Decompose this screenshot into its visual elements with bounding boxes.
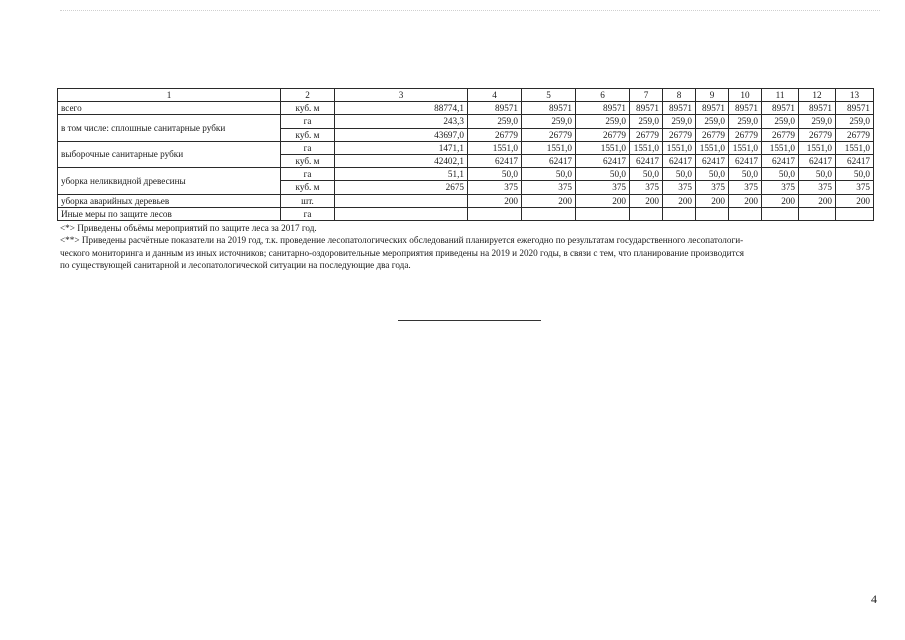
value-cell: 200 [522, 194, 576, 207]
value-cell [729, 207, 762, 220]
value-cell: 1551,0 [522, 141, 576, 154]
value-cell: 200 [762, 194, 799, 207]
column-header: 4 [468, 89, 522, 102]
column-header: 2 [281, 89, 335, 102]
value-cell: 200 [836, 194, 874, 207]
value-cell: 50,0 [762, 168, 799, 181]
value-cell: 50,0 [576, 168, 630, 181]
value-cell: 200 [663, 194, 696, 207]
value-cell: 26779 [696, 128, 729, 141]
value-cell: 50,0 [630, 168, 663, 181]
value-cell: 259,0 [522, 115, 576, 128]
value-cell: 50,0 [729, 168, 762, 181]
value-cell: 259,0 [729, 115, 762, 128]
unit-cell: куб. м [281, 128, 335, 141]
value-cell: 89571 [799, 102, 836, 115]
column-header: 3 [335, 89, 468, 102]
value-cell: 375 [522, 181, 576, 194]
footnote-2-line-1: <**> Приведены расчётные показатели на 2019 год, т.к. проведение лесопатологических обследований планируется ежегодно по результатам государственного лесопатологи- [60, 235, 744, 246]
value-cell: 1551,0 [468, 141, 522, 154]
value-cell [468, 207, 522, 220]
separator-rule [398, 320, 541, 321]
forest-protection-table [57, 88, 874, 221]
value-cell: 62417 [468, 154, 522, 167]
table-row [58, 168, 874, 181]
value-cell: 259,0 [696, 115, 729, 128]
value-cell: 259,0 [630, 115, 663, 128]
value-cell: 375 [630, 181, 663, 194]
value-cell: 89571 [522, 102, 576, 115]
value-cell: 259,0 [468, 115, 522, 128]
value-cell [696, 207, 729, 220]
value-cell: 50,0 [696, 168, 729, 181]
value-cell [630, 207, 663, 220]
value-cell: 26779 [576, 128, 630, 141]
value-cell: 50,0 [836, 168, 874, 181]
value-cell: 26779 [799, 128, 836, 141]
value-cell: 1551,0 [836, 141, 874, 154]
footnotes [60, 222, 880, 272]
column-header: 7 [630, 89, 663, 102]
value-cell [762, 207, 799, 220]
column-header: 5 [522, 89, 576, 102]
value-cell: 1551,0 [696, 141, 729, 154]
page-number: 4 [871, 592, 877, 606]
value-cell: 62417 [576, 154, 630, 167]
row-label: уборка неликвидной древесины [58, 168, 281, 194]
value-cell: 62417 [799, 154, 836, 167]
base-value-cell: 42402,1 [335, 154, 468, 167]
value-cell: 375 [576, 181, 630, 194]
value-cell: 1551,0 [663, 141, 696, 154]
value-cell: 62417 [663, 154, 696, 167]
table-row [58, 194, 874, 207]
value-cell: 200 [630, 194, 663, 207]
base-value-cell: 88774,1 [335, 102, 468, 115]
value-cell: 200 [696, 194, 729, 207]
value-cell: 259,0 [762, 115, 799, 128]
value-cell: 89571 [630, 102, 663, 115]
value-cell: 89571 [696, 102, 729, 115]
column-header: 1 [58, 89, 281, 102]
base-value-cell: 43697,0 [335, 128, 468, 141]
value-cell: 1551,0 [799, 141, 836, 154]
table-header-row [58, 89, 874, 102]
base-value-cell: 243,3 [335, 115, 468, 128]
value-cell [663, 207, 696, 220]
table-row [58, 102, 874, 115]
value-cell: 200 [729, 194, 762, 207]
table-row [58, 115, 874, 128]
column-header: 13 [836, 89, 874, 102]
forest-protection-table-container [57, 88, 873, 221]
value-cell: 89571 [576, 102, 630, 115]
value-cell: 375 [762, 181, 799, 194]
footnote-2-line-3: по существующей санитарной и лесопатологической ситуации на последующие два года. [60, 260, 411, 271]
unit-cell: куб. м [281, 102, 335, 115]
value-cell: 375 [696, 181, 729, 194]
value-cell: 62417 [630, 154, 663, 167]
value-cell: 62417 [729, 154, 762, 167]
value-cell: 50,0 [522, 168, 576, 181]
value-cell [799, 207, 836, 220]
value-cell: 259,0 [576, 115, 630, 128]
value-cell: 26779 [836, 128, 874, 141]
row-label: в том числе: сплошные санитарные рубки [58, 115, 281, 141]
footnote-1: <*> Приведены объёмы мероприятий по защите леса за 2017 год. [60, 223, 317, 233]
row-label: уборка аварийных деревьев [58, 194, 281, 207]
value-cell: 62417 [522, 154, 576, 167]
column-header: 12 [799, 89, 836, 102]
value-cell: 259,0 [836, 115, 874, 128]
unit-cell: га [281, 207, 335, 220]
scan-artifact-line [60, 10, 880, 11]
value-cell: 50,0 [799, 168, 836, 181]
row-label: всего [58, 102, 281, 115]
row-label: выборочные санитарные рубки [58, 141, 281, 167]
value-cell: 26779 [663, 128, 696, 141]
column-header: 10 [729, 89, 762, 102]
value-cell: 259,0 [799, 115, 836, 128]
value-cell: 375 [836, 181, 874, 194]
value-cell [576, 207, 630, 220]
unit-cell: шт. [281, 194, 335, 207]
value-cell: 375 [729, 181, 762, 194]
value-cell: 1551,0 [729, 141, 762, 154]
value-cell: 89571 [836, 102, 874, 115]
value-cell: 26779 [762, 128, 799, 141]
column-header: 8 [663, 89, 696, 102]
value-cell: 89571 [762, 102, 799, 115]
value-cell: 375 [663, 181, 696, 194]
value-cell: 375 [468, 181, 522, 194]
value-cell: 62417 [836, 154, 874, 167]
value-cell: 89571 [663, 102, 696, 115]
value-cell: 26779 [630, 128, 663, 141]
unit-cell: куб. м [281, 154, 335, 167]
row-label: Иные меры по защите лесов [58, 207, 281, 220]
value-cell: 375 [799, 181, 836, 194]
unit-cell: га [281, 115, 335, 128]
value-cell: 26779 [522, 128, 576, 141]
value-cell: 50,0 [468, 168, 522, 181]
column-header: 6 [576, 89, 630, 102]
base-value-cell: 1471,1 [335, 141, 468, 154]
value-cell: 1551,0 [630, 141, 663, 154]
base-value-cell [335, 207, 468, 220]
base-value-cell: 2675 [335, 181, 468, 194]
footnote-2-line-2: ческого мониторинга и данным из иных источников; санитарно-оздоровительные мероприятия приведены на 2019 и 2020 годы, в связи с тем, что планирование производится [60, 247, 745, 258]
value-cell: 1551,0 [762, 141, 799, 154]
value-cell: 259,0 [663, 115, 696, 128]
value-cell [836, 207, 874, 220]
column-header: 11 [762, 89, 799, 102]
value-cell: 200 [576, 194, 630, 207]
base-value-cell [335, 194, 468, 207]
base-value-cell: 51,1 [335, 168, 468, 181]
value-cell [522, 207, 576, 220]
value-cell: 62417 [696, 154, 729, 167]
value-cell: 200 [799, 194, 836, 207]
unit-cell: куб. м [281, 181, 335, 194]
value-cell: 26779 [468, 128, 522, 141]
unit-cell: га [281, 141, 335, 154]
value-cell: 62417 [762, 154, 799, 167]
table-row [58, 141, 874, 154]
unit-cell: га [281, 168, 335, 181]
table-row [58, 207, 874, 220]
value-cell: 26779 [729, 128, 762, 141]
value-cell: 1551,0 [576, 141, 630, 154]
value-cell: 89571 [729, 102, 762, 115]
value-cell: 50,0 [663, 168, 696, 181]
value-cell: 89571 [468, 102, 522, 115]
column-header: 9 [696, 89, 729, 102]
value-cell: 200 [468, 194, 522, 207]
